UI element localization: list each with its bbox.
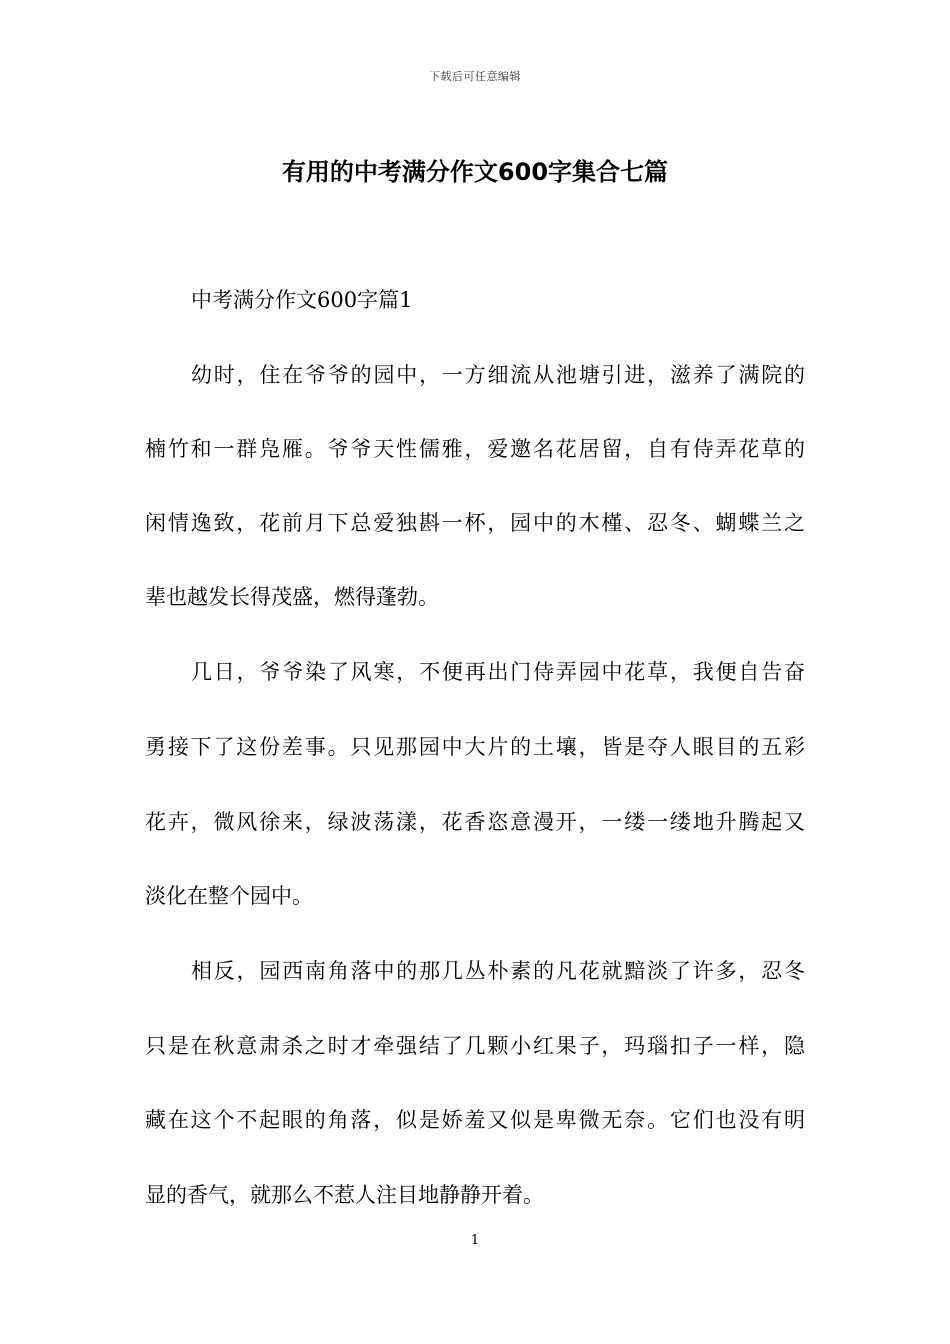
page-number: 1 <box>470 1233 480 1248</box>
paragraph-line: 藏在这个不起眼的角落，似是娇羞又似是卑微无奈。它们也没有明 <box>145 1108 805 1132</box>
paragraph-line: 幼时，住在爷爷的园中，一方细流从池塘引进，滋养了满院的 <box>191 363 805 387</box>
document-title: 有用的中考满分作文600字集合七篇 <box>281 158 669 186</box>
paragraph-line: 楠竹和一群凫雁。爷爷天性儒雅，爱邀名花居留，自有侍弄花草的 <box>145 437 805 461</box>
paragraph-line: 淡化在整个园中。 <box>145 884 313 908</box>
paragraph-line: 相反，园西南角落中的那几丛朴素的凡花就黯淡了许多，忍冬 <box>191 959 805 983</box>
paragraph-line: 闲情逸致，花前月下总爱独斟一杯，园中的木槿、忍冬、蝴蝶兰之 <box>145 511 805 535</box>
paragraph-line: 勇接下了这份差事。只见那园中大片的土壤，皆是夺人眼目的五彩 <box>145 735 805 759</box>
paragraph-line: 只是在秋意肃杀之时才牵强结了几颗小红果子，玛瑙扣子一样，隐 <box>145 1034 805 1058</box>
section-heading: 中考满分作文600字篇1 <box>191 288 413 312</box>
header-note: 下载后可任意编辑 <box>429 70 521 83</box>
paragraph-line: 辈也越发长得茂盛，燃得蓬勃。 <box>145 585 439 609</box>
paragraph-line: 花卉，微风徐来，绿波荡漾，花香恣意漫开，一缕一缕地升腾起又 <box>145 810 805 834</box>
paragraph-line: 显的香气，就那么不惹人注目地静静开着。 <box>145 1183 544 1207</box>
paragraph-line: 几日，爷爷染了风寒，不便再出门侍弄园中花草，我便自告奋 <box>191 660 805 684</box>
